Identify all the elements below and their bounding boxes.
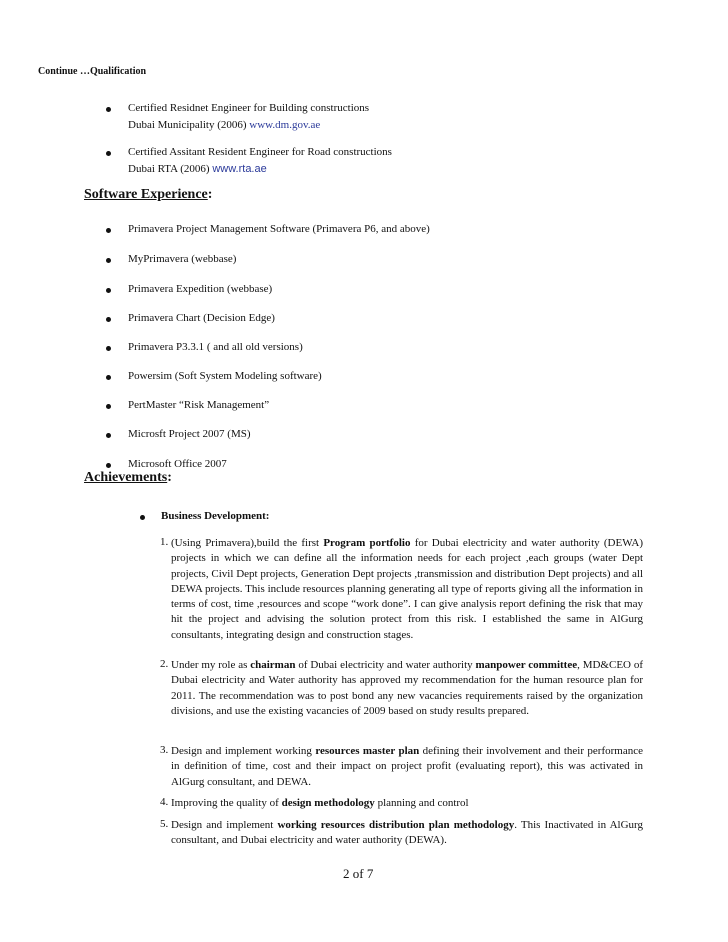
text-run: Design and implement [171,819,278,831]
qualification-title: Certified Assitant Resident Engineer for Road constructions [128,146,392,158]
heading-colon: : [207,187,213,202]
bullet-icon [106,228,111,233]
achievements-heading-text: Achievements [84,470,168,485]
bullet-icon [140,515,145,520]
text-run: of Dubai electricity and water authority [295,659,476,671]
software-item: Microsft Project 2007 (MS) [128,428,251,440]
business-development-subheading: Business Development: [161,510,270,522]
text-run: , MD&CEO of Dubai electricity and Water authority has approved my recommendation for the human resource plan for 2011. The recommendation was to post bond any new vacancies requirements raised by the organization divisions, and use the existing vacancies of 2009 based on study results prepared. [171,659,644,717]
emphasis: chairman [250,659,296,671]
continued-heading: Continue …Qualification [38,66,147,77]
qualification-detail [128,163,267,175]
qualification-issuer: Dubai RTA (2006) [128,163,213,175]
bullet-icon [106,463,111,468]
bullet-icon [106,107,111,112]
software-item: Primavera P3.3.1 ( and all old versions) [128,341,303,353]
text-run: . This Inactivated in AlGurg consultant, and Dubai electricity and water authority (DEWA). [171,819,644,847]
bullet-icon [106,288,111,293]
emphasis: resources master plan [315,745,420,757]
bullet-icon [106,258,111,263]
achievement-paragraph [171,818,643,849]
text-run: Improving the quality of [171,797,282,809]
achievement-paragraph [171,796,643,811]
page-number: 2 of 7 [343,866,374,881]
text-run: planning and control [374,797,469,809]
heading-colon: : [167,470,172,485]
text-run: defining their involvement and their performance in definition of time, cost and their impact on project profit (evaluating report), this was activated in AlGurg consultant, and DEWA. [171,745,643,788]
emphasis: design methodology [281,797,375,809]
software-item: Microsoft Office 2007 [128,458,227,470]
text-run: Under my role as [171,659,251,671]
bullet-icon [106,404,111,409]
software-heading [84,187,212,203]
text-run: Design and implement working [171,745,316,757]
software-item: Primavera Expedition (webbase) [128,283,273,295]
emphasis: Program portfolio [323,537,411,549]
dm-link[interactable]: www.dm.gov.ae [249,119,321,131]
item-number: 4. [160,796,169,808]
item-number: 5. [160,818,169,830]
bullet-icon [106,346,111,351]
qualification-issuer: Dubai Municipality (2006) [128,119,250,131]
bullet-icon [106,151,111,156]
item-number: 1. [160,536,169,548]
achievement-paragraph [171,658,643,719]
achievements-heading [84,470,172,486]
qualification-detail [128,119,320,131]
item-number: 2. [160,658,169,670]
achievement-paragraph [171,536,643,643]
software-item: PertMaster “Risk Management” [128,399,270,411]
text-run: (Using Primavera),build the first [171,537,324,549]
emphasis: working resources distribution plan methodology [277,819,515,831]
bullet-icon [106,317,111,322]
rta-link[interactable]: www.rta.ae [212,163,267,175]
software-item: Powersim (Soft System Modeling software) [128,370,322,382]
bullet-icon [106,433,111,438]
achievement-paragraph [171,744,643,790]
software-heading-text: Software Experience [84,187,208,202]
software-item: Primavera Project Management Software (Primavera P6, and above) [128,223,430,235]
qualification-title: Certified Residnet Engineer for Building constructions [128,102,370,114]
software-item: MyPrimavera (webbase) [128,253,237,265]
bullet-icon [106,375,111,380]
software-item: Primavera Chart (Decision Edge) [128,312,275,324]
item-number: 3. [160,744,169,756]
emphasis: manpower committee [475,659,578,671]
text-run: for Dubai electricity and water authority (DEWA) projects in which we can define all the information needs for each project ,each groups (water Dept projects, Civil Dept projects, Generation Dept projects ,transmission and distribution Dept projects) and all DEWA projects. This include resources planning generating all type of reports giving all the information in terms of cost, time ,resources and scope “work done”. I can give analysis report defining the risk that may hit the project and advising the solution protect from this risk. I established the same in AlGurg consultants, integrating design and construction stages. [171,537,643,641]
